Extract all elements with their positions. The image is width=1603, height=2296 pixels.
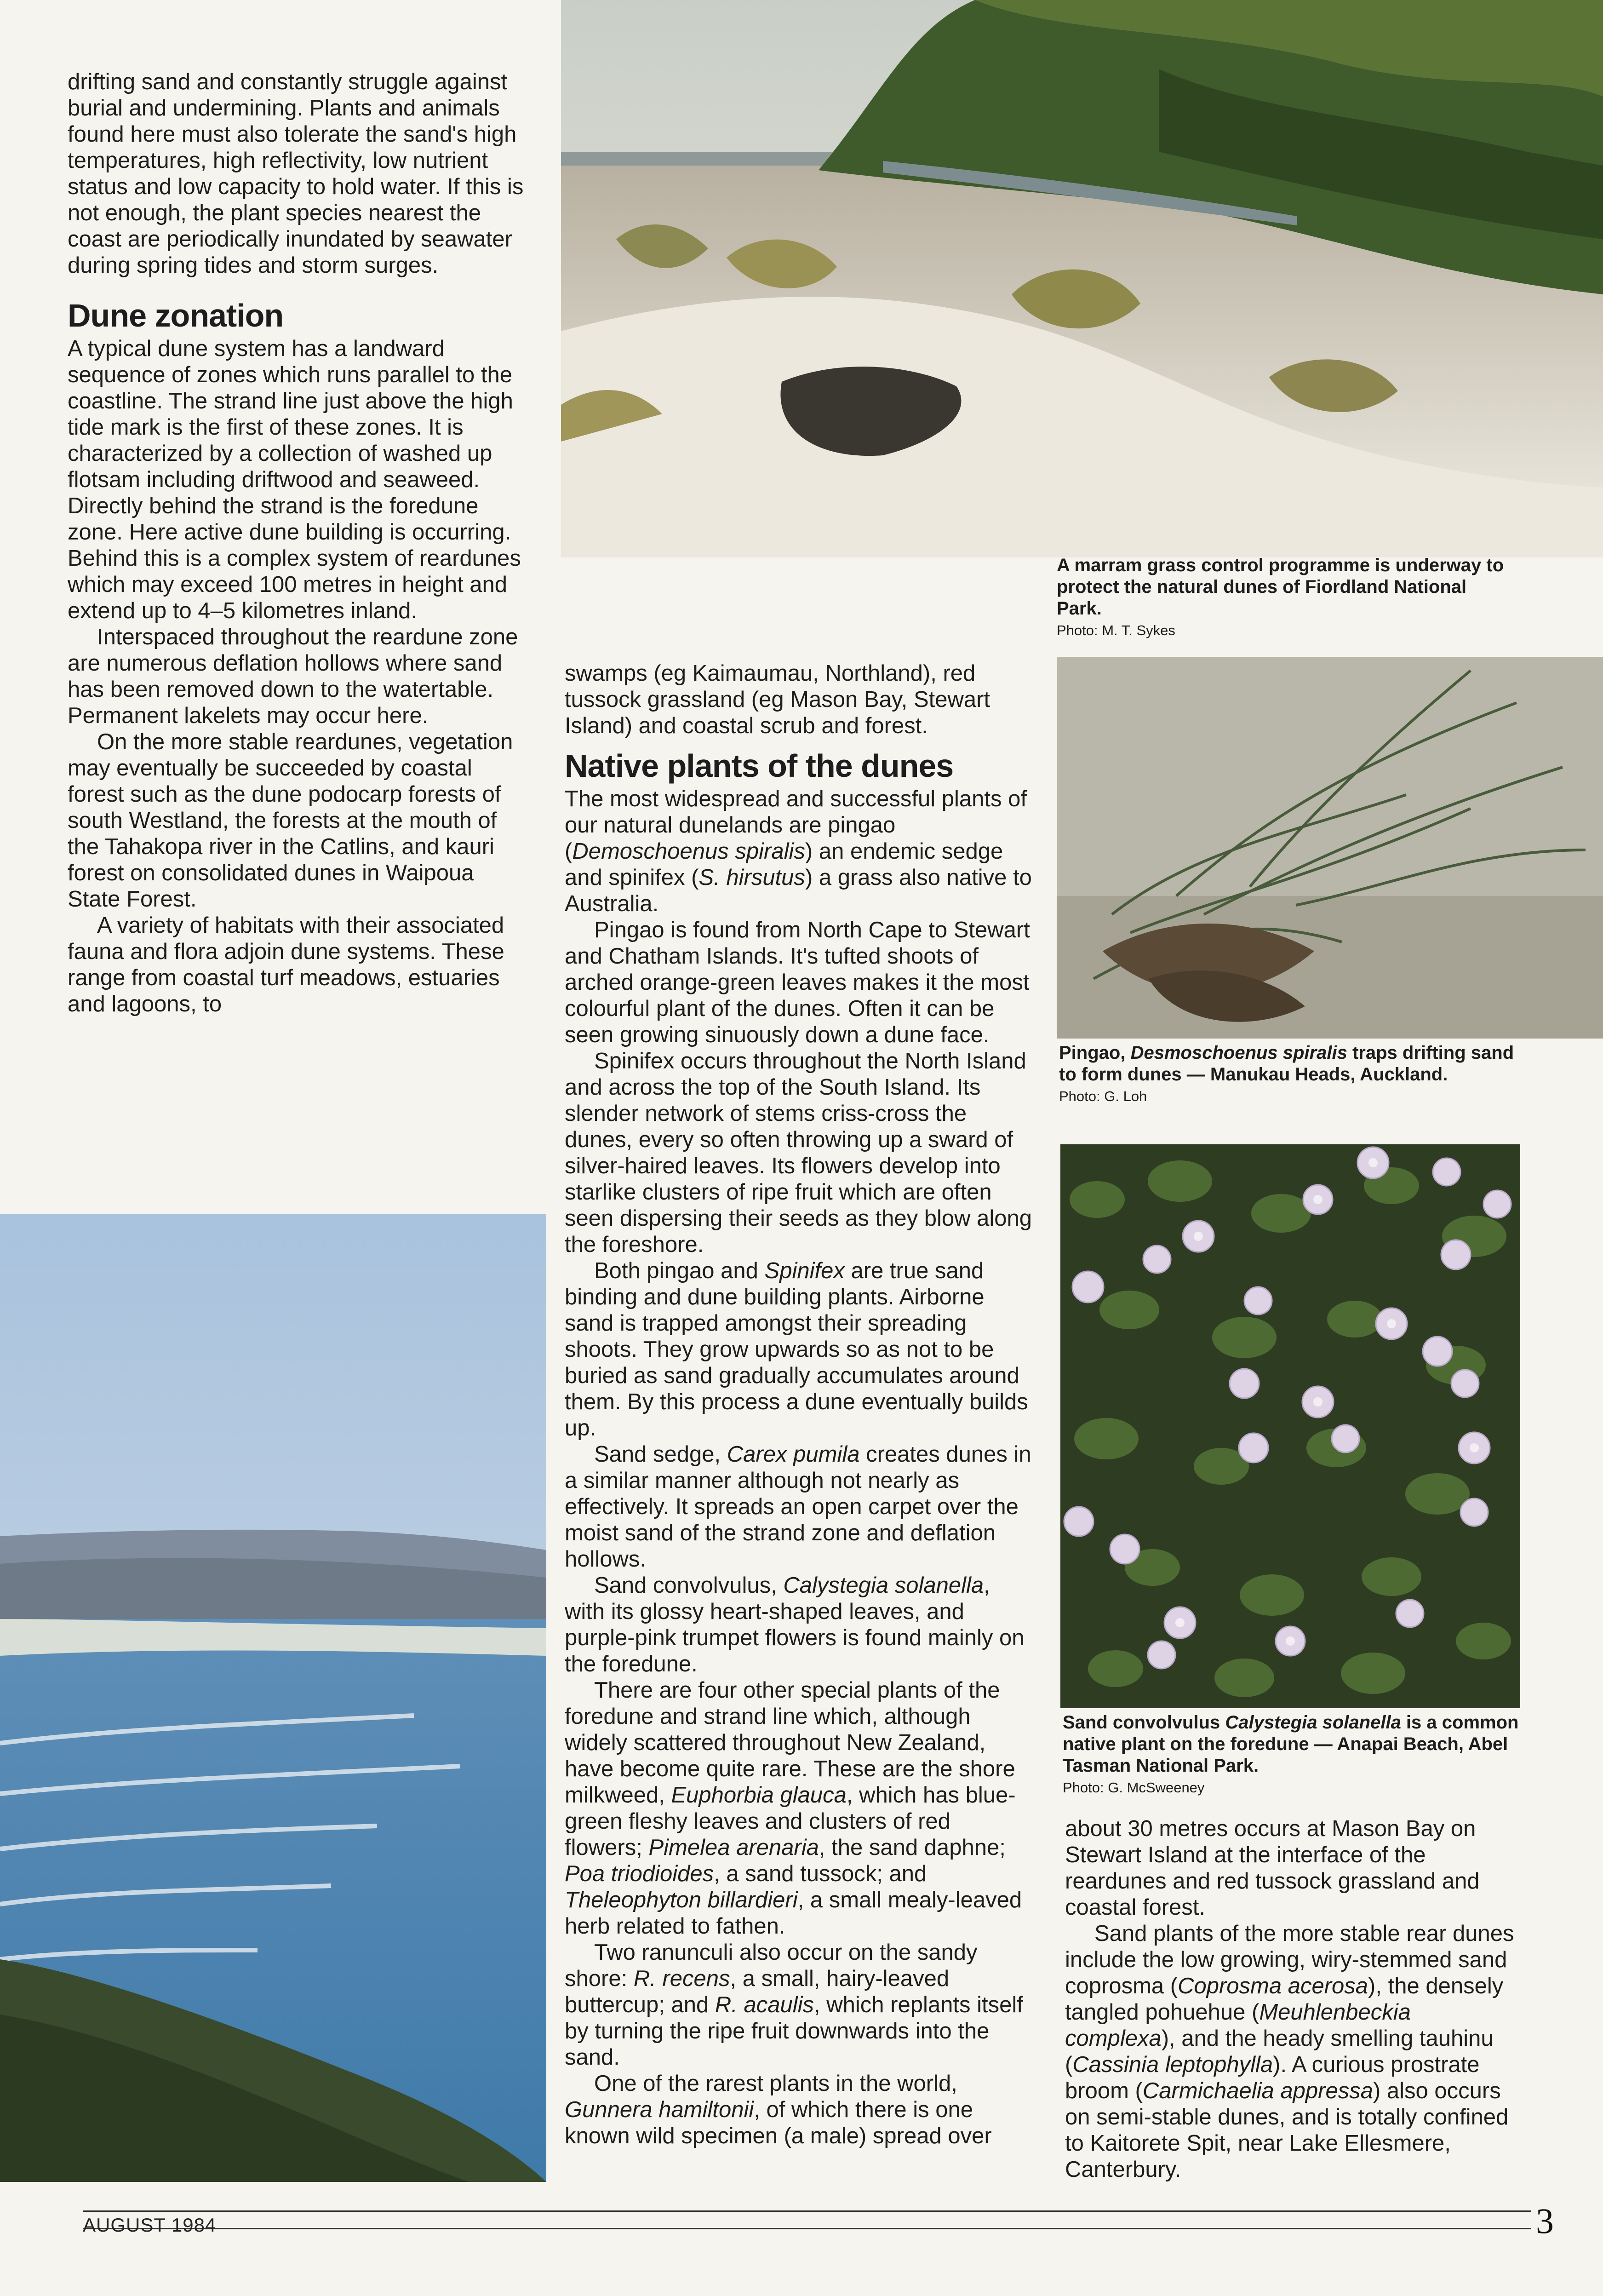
issue-date: AUGUST 1984 (83, 2214, 217, 2236)
middle-column (565, 660, 1034, 2149)
caption-marram (1057, 555, 1517, 642)
photo-pingao (1057, 657, 1603, 1039)
footer-rule (83, 2228, 1531, 2229)
photo-credit: Photo: G. McSweeney (1063, 1779, 1205, 1796)
paragraph: about 30 metres occurs at Mason Bay on Stewart Island at the interface of the reardunes and red tussock grassland and coastal forest. (1065, 1816, 1480, 1920)
heading-native-plants: Native plants of the dunes (565, 748, 954, 784)
paragraph: A variety of habitats with their associated fauna and flora adjoin dune systems. These range from coastal turf meadows, estuaries and lagoons, to (68, 913, 504, 1016)
paragraph: On the more stable reardunes, vegetation may eventually be succeeded by coastal forest such as the dune podocarp forests of south Westland, the forests at the mouth of the Tahakopa river in the Catlins, and kauri forest on consolidated dunes in Waipoua State Forest. (68, 729, 513, 912)
paragraph: Sand convolvulus, Calystegia solanella, with its glossy heart-shaped leaves, and purple-pink trumpet flowers is found mainly on the foredune. (565, 1573, 1025, 1676)
paragraph: There are four other special plants of the foredune and strand line which, although widely scattered throughout New Zealand, have become quite rare. These are the shore milkweed, Euphorbia glauca, which has blue-green fleshy leaves and clusters of red flowers; Pimelea arenaria, the sand daphne; Poa triodioides, a sand tussock; and Theleophyton billardieri, a small mealy-leaved herb related to fathen. (565, 1678, 1022, 1939)
footer (0, 2203, 1603, 2254)
caption-pingao: Pingao, Desmoschoenus spiralis traps drifting sand to form dunes — Manukau Heads, Auckland. Photo: G. Loh (1059, 1042, 1519, 1108)
species-name: Desmoschoenus spiralis (1130, 1043, 1347, 1063)
paragraph: Sand plants of the more stable rear dunes include the low growing, wiry-stemmed sand coprosma (Coprosma acerosa), the densely tangled pohuehue (Meuhlenbeckia complexa), and the heady smelling tauhinu (Cassinia leptophylla). A curious prostrate broom (Carmichaelia appressa) also occurs on semi-stable dunes, and is totally confined to Kaitorete Spit, near Lake Ellesmere, Canterbury. (1065, 1921, 1514, 2182)
caption-convolvulus: Sand convolvulus Calystegia solanella is a common native plant on the foredune — Anapai Beach, Abel Tasman National Park. Photo: G. McSweeney (1063, 1712, 1523, 1799)
paragraph: Spinifex occurs throughout the North Island and across the top of the South Island. Its slender network of stems criss-cross the dunes, every so often throwing up a sward of silver-haired leaves. Its flowers develop into starlike clusters of ripe fruit which are often seen dispersing their seeds as they blow along the foreshore. (565, 1049, 1032, 1257)
paragraph: swamps (eg Kaimaumau, Northland), red tussock grassland (eg Mason Bay, Stewart Island) and coastal scrub and forest. (565, 661, 990, 738)
paragraph: Sand sedge, Carex pumila creates dunes in a similar manner although not nearly as effectively. It spreads an open carpet over the moist sand of the strand zone and deflation hollows. (565, 1442, 1031, 1572)
paragraph: Pingao is found from North Cape to Stewart and Chatham Islands. It's tufted shoots of arched orange-green leaves makes it the most colourful plant of the dunes. Often it can be seen growing sinuously down a dune face. (565, 918, 1030, 1047)
photo-fiordland-dunes (561, 0, 1603, 557)
photo-coastline (0, 1214, 546, 2182)
right-column (1065, 1816, 1525, 2183)
heading-dune-zonation: Dune zonation (68, 298, 284, 333)
photo-sand-convolvulus (1060, 1144, 1520, 1708)
left-column (68, 69, 527, 1017)
page-number: 3 (1536, 2201, 1554, 2241)
caption-text: A marram grass control programme is underway to protect the natural dunes of Fiordland National Park. (1057, 555, 1504, 619)
footer-rule (83, 2210, 1531, 2212)
paragraph: Interspaced throughout the reardune zone are numerous deflation hollows where sand has been removed down to the watertable. Permanent lakelets may occur here. (68, 625, 518, 728)
intro-paragraph: drifting sand and constantly struggle against burial and undermining. Plants and animals found here must also tolerate the sand's high temperatures, high reflectivity, low nutrient status and low capacity to hold water. If this is not enough, the plant species nearest the coast are periodically inundated by seawater during spring tides and storm surges. (68, 69, 524, 278)
photo-credit: Photo: G. Loh (1059, 1088, 1147, 1104)
paragraph: A typical dune system has a landward sequence of zones which runs parallel to the coastline. The strand line just above the high tide mark is the first of these zones. It is characterized by a collection of washed up flotsam including driftwood and seaweed. Directly behind the strand is the foredune zone. Here active dune building is occurring. Behind this is a complex system of reardunes which may exceed 100 metres in height and extend up to 4–5 kilometres inland. (68, 336, 521, 623)
paragraph: One of the rarest plants in the world, Gunnera hamiltonii, of which there is one known wild specimen (a male) spread over (565, 2071, 992, 2148)
species-name: Calystegia solanella (1225, 1712, 1401, 1733)
photo-credit: Photo: M. T. Sykes (1057, 622, 1175, 638)
paragraph: Both pingao and Spinifex are true sand binding and dune building plants. Airborne sand is trapped amongst their spreading shoots. They grow upwards so as not to be buried as sand gradually accumulates around them. By this process a dune eventually builds up. (565, 1258, 1028, 1441)
paragraph: Two ranunculi also occur on the sandy shore: R. recens, a small, hairy-leaved buttercup; and R. acaulis, which replants itself by turning the ripe fruit downwards into the sand. (565, 1940, 1023, 2070)
paragraph: The most widespread and successful plants of our natural dunelands are pingao (Demoschoenus spiralis) an endemic sedge and spinifex (S. hirsutus) a grass also native to Australia. (565, 786, 1032, 916)
